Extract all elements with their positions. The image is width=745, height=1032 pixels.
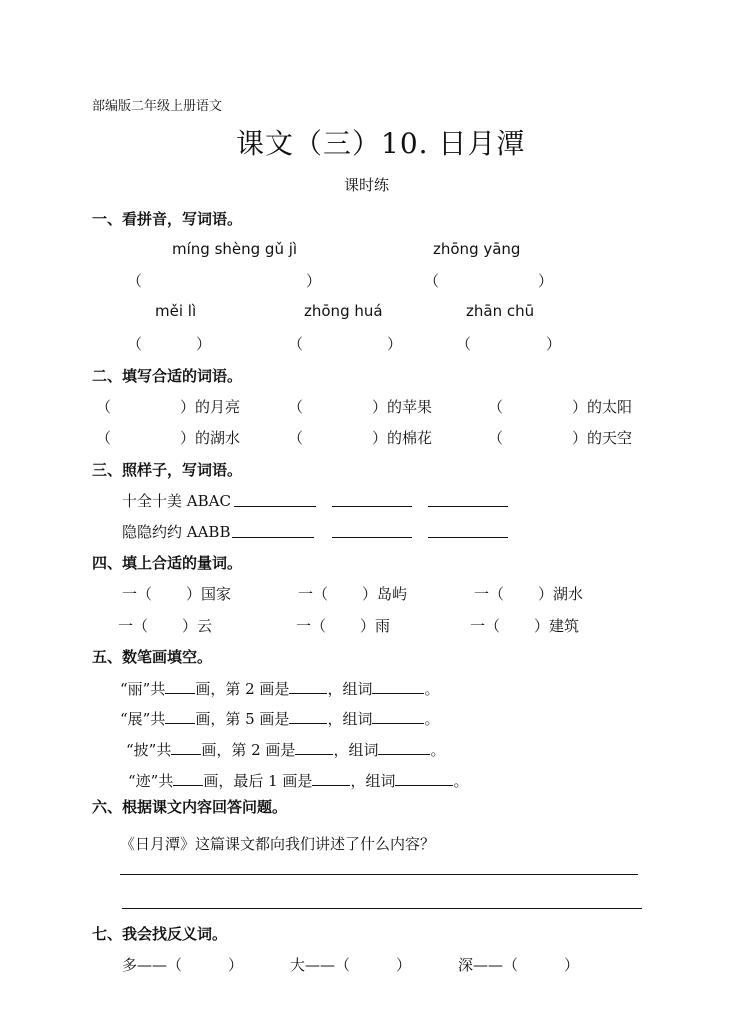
section-6-heading: 六、根据课文内容回答问题。	[92, 798, 288, 816]
answer-paren-5-open: （	[456, 335, 472, 353]
stroke-text: ，组词	[333, 741, 379, 759]
measure-prefix: 一（	[296, 617, 327, 635]
section-5-heading: 五、数笔画填空。	[92, 648, 213, 666]
measure-prefix: 一（	[298, 585, 329, 603]
stroke-end: 。	[453, 772, 469, 790]
fill-item: ）的苹果	[372, 398, 433, 416]
measure-prefix: 一（	[474, 585, 505, 603]
fill-paren-open: （	[488, 429, 504, 447]
answer-paren-4-open: （	[288, 335, 304, 353]
blank	[295, 740, 333, 755]
antonym-item: 深——（	[458, 956, 519, 974]
blank	[165, 679, 195, 694]
answer-line	[120, 874, 638, 875]
fill-paren-open: （	[288, 398, 304, 416]
stroke-end: 。	[424, 710, 440, 728]
stroke-row-2	[120, 708, 439, 729]
stroke-char: “展”共	[120, 710, 166, 728]
antonym-item: 多——（	[122, 956, 183, 974]
answer-paren-1-close: ）	[306, 272, 322, 290]
answer-paren-3-close: ）	[196, 335, 212, 353]
example-abac: 十全十美 ABAC	[122, 492, 231, 510]
answer-paren-5-close: ）	[546, 335, 562, 353]
blank	[372, 709, 424, 724]
pinyin-1: míng shèng gǔ jì	[172, 240, 298, 258]
blank	[372, 679, 424, 694]
stroke-char: “披”共	[126, 741, 172, 759]
stroke-row-3	[126, 739, 445, 760]
stroke-row-1	[120, 678, 439, 699]
section-1-heading: 一、看拼音，写词语。	[92, 210, 243, 228]
section-4-heading: 四、填上合适的量词。	[92, 554, 243, 572]
antonym-paren-close: ）	[228, 956, 244, 974]
blank	[395, 771, 453, 786]
blank	[289, 709, 327, 724]
stroke-text: ，组词	[350, 772, 396, 790]
fill-item: ）的湖水	[180, 429, 241, 447]
measure-item: ）建筑	[534, 617, 580, 635]
fill-item: ）的太阳	[572, 398, 633, 416]
answer-paren-3-open: （	[127, 335, 143, 353]
stroke-char: “迹”共	[128, 772, 174, 790]
fill-paren-open: （	[96, 398, 112, 416]
measure-item: ）雨	[360, 617, 391, 635]
document-header: 部编版二年级上册语文	[92, 99, 223, 114]
measure-item: ）岛屿	[362, 585, 408, 603]
stroke-end: 。	[424, 680, 440, 698]
answer-line	[428, 506, 508, 507]
answer-line	[428, 537, 508, 538]
answer-paren-1-open: （	[127, 272, 143, 290]
fill-paren-open: （	[96, 429, 112, 447]
measure-item: ）云	[182, 617, 213, 635]
answer-line	[232, 537, 314, 538]
measure-prefix: 一（	[122, 585, 153, 603]
pinyin-4: zhōng huá	[304, 302, 383, 320]
fill-item: ）的月亮	[180, 398, 241, 416]
measure-prefix: 一（	[118, 617, 149, 635]
blank	[171, 740, 201, 755]
fill-paren-open: （	[288, 429, 304, 447]
measure-item: ）国家	[186, 585, 232, 603]
stroke-end: 。	[430, 741, 446, 759]
antonym-paren-close: ）	[564, 956, 580, 974]
answer-paren-4-close: ）	[387, 335, 403, 353]
fill-paren-open: （	[488, 398, 504, 416]
answer-line	[122, 908, 642, 909]
stroke-text: ，组词	[327, 710, 373, 728]
blank	[165, 709, 195, 724]
answer-paren-2-close: ）	[538, 272, 554, 290]
stroke-text: 画，第 2 画是	[195, 680, 290, 698]
blank	[173, 771, 203, 786]
measure-item: ）湖水	[538, 585, 584, 603]
section-7-heading: 七、我会找反义词。	[92, 925, 228, 943]
question-text: 《日月潭》这篇课文都向我们讲述了什么内容？	[120, 835, 436, 853]
section-3-heading: 三、照样子，写词语。	[92, 461, 243, 479]
blank	[312, 771, 350, 786]
measure-prefix: 一（	[470, 617, 501, 635]
stroke-text: ，组词	[327, 680, 373, 698]
section-2-heading: 二、填写合适的词语。	[92, 367, 243, 385]
answer-line	[234, 506, 316, 507]
blank	[378, 740, 430, 755]
example-aabb: 隐隐约约 AABB	[122, 523, 231, 541]
fill-item: ）的天空	[572, 429, 633, 447]
pinyin-5: zhān chū	[466, 302, 535, 320]
answer-line	[332, 506, 412, 507]
fill-item: ）的棉花	[372, 429, 433, 447]
stroke-row-4	[128, 770, 468, 791]
answer-paren-2-open: （	[424, 272, 440, 290]
page-title: 课文（三）10. 日月潭	[236, 127, 526, 160]
antonym-item: 大——（	[290, 956, 351, 974]
blank	[289, 679, 327, 694]
pinyin-3: měi lì	[155, 302, 197, 320]
stroke-text: 画，第 5 画是	[195, 710, 290, 728]
stroke-char: “丽”共	[120, 680, 166, 698]
stroke-text: 画，最后 1 画是	[203, 772, 313, 790]
stroke-text: 画，第 2 画是	[201, 741, 296, 759]
page-subtitle: 课时练	[344, 176, 390, 194]
antonym-paren-close: ）	[396, 956, 412, 974]
answer-line	[332, 537, 412, 538]
pinyin-2: zhōng yāng	[433, 240, 521, 258]
